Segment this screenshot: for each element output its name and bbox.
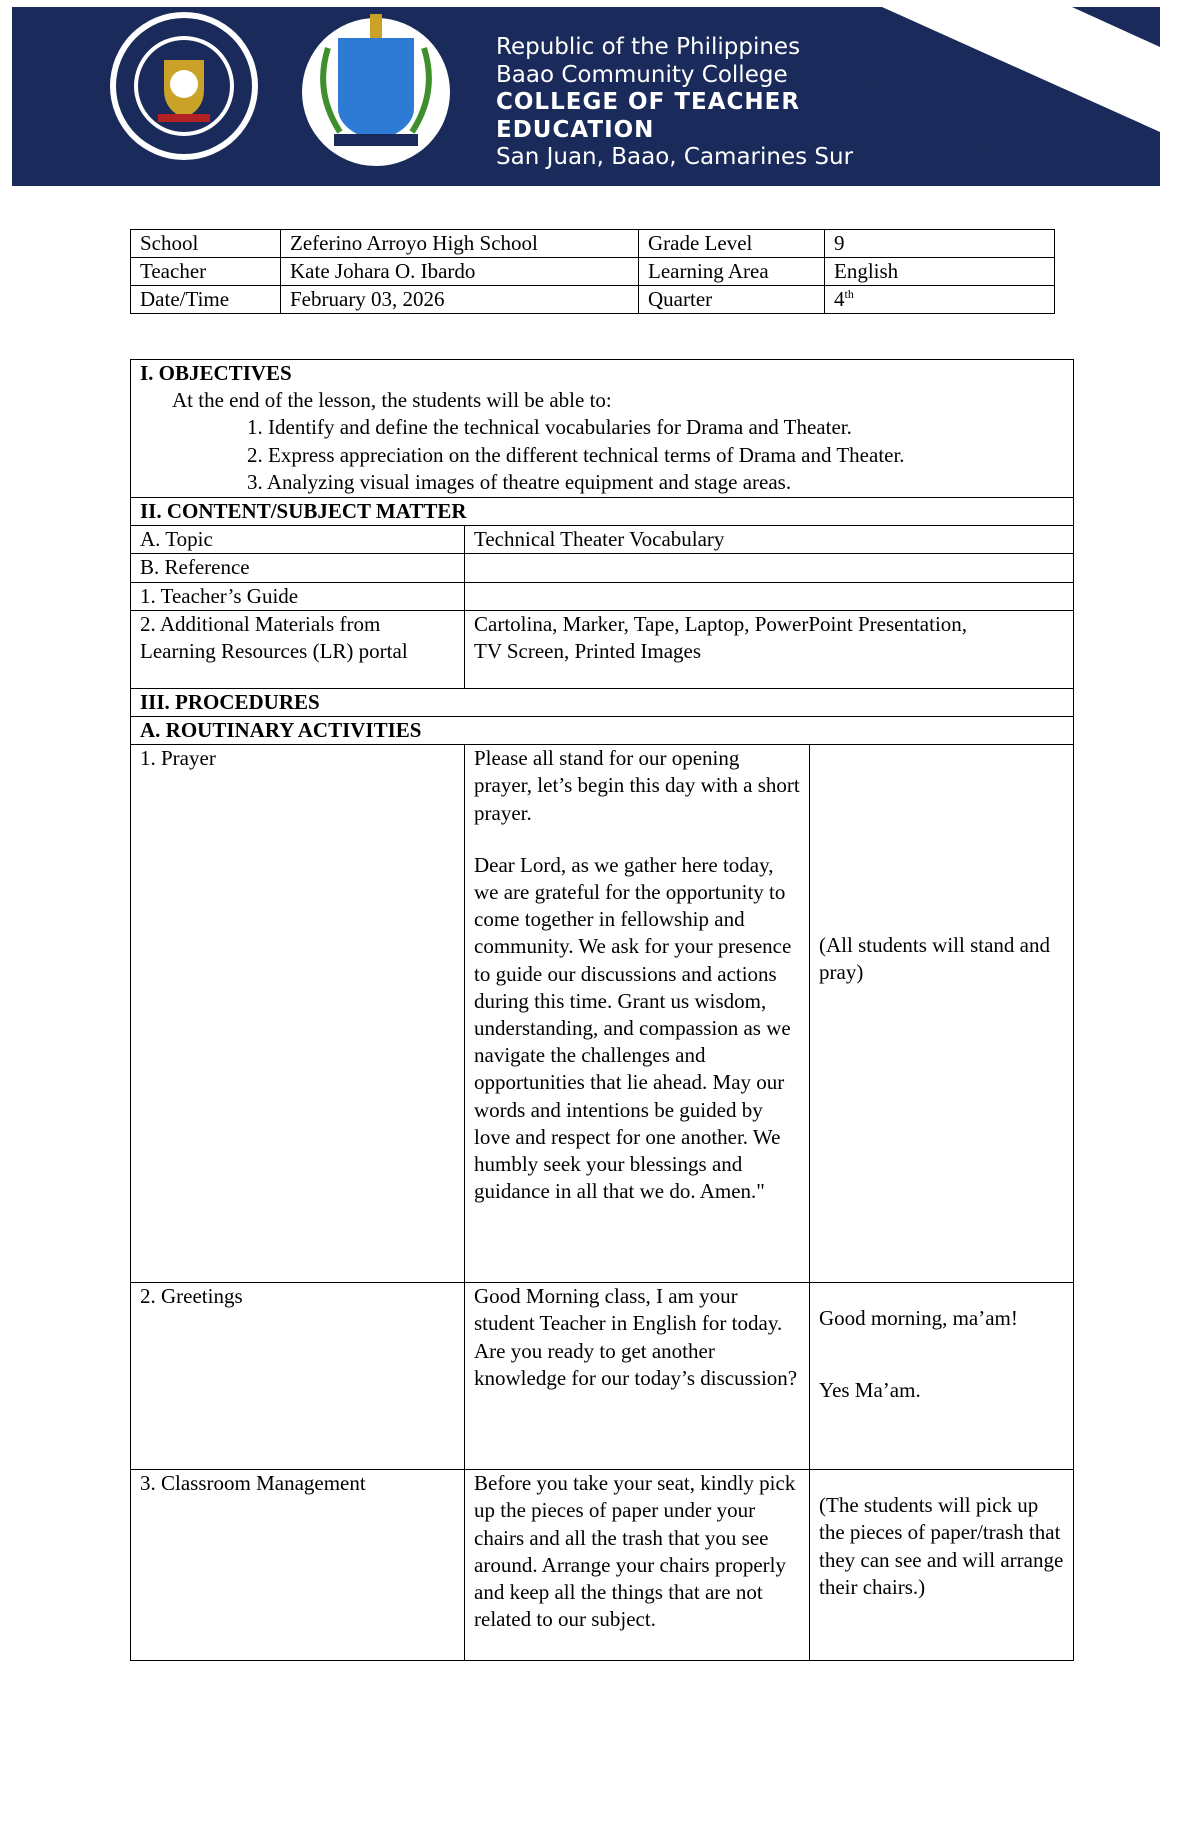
lesson-info-table [130, 229, 1055, 314]
objectives-row [131, 360, 1074, 498]
reference-value [465, 554, 1074, 582]
routinary-heading-row [131, 717, 1074, 745]
greetings-response-2: Yes Ma’am. [819, 1378, 921, 1403]
materials-value [465, 610, 1074, 688]
materials-label-line-2: Learning Resources (LR) portal [140, 639, 408, 664]
college-of-education-logo [300, 8, 452, 168]
greetings-student [810, 1283, 1074, 1470]
management-row [131, 1470, 1074, 1661]
teacher-value: Kate Johara O. Ibardo [281, 258, 639, 286]
greetings-row [131, 1283, 1074, 1470]
prayer-text: Dear Lord, as we gather here today, we are grateful for the opportunity to come together in fellowship and community. We ask for your presence to guide our discussions and actions during this time. Grant us wisdom, understanding, and compassion as we navigate the challenges and opportunities that lie ahead. May our words and intentions be guided by love and respect for one another. We humbly seek your blessings and guidance in all that we do. Amen." [474, 852, 792, 1204]
topic-label: A. Topic [131, 526, 465, 554]
prayer-label: 1. Prayer [131, 745, 465, 1283]
routinary-heading: A. ROUTINARY ACTIVITIES [131, 717, 1074, 745]
list-item: 2. Express appreciation on the different technical terms of Drama and Theater. [247, 442, 905, 467]
topic-value: Technical Theater Vocabulary [465, 526, 1074, 554]
materials-line-2: TV Screen, Printed Images [474, 639, 702, 664]
materials-label [131, 610, 465, 688]
republic-line: Republic of the Philippines [496, 34, 801, 60]
content-heading: II. CONTENT/SUBJECT MATTER [131, 498, 1074, 526]
reference-label: B. Reference [131, 554, 465, 582]
greetings-label: 2. Greetings [131, 1283, 465, 1470]
lesson-plan-table [130, 359, 1074, 1661]
school-value: Zeferino Arroyo High School [281, 230, 639, 258]
department-line-1: COLLEGE OF TEACHER [496, 89, 801, 115]
objectives-heading: I. OBJECTIVES [140, 361, 292, 385]
quarter-number: 4 [834, 287, 845, 311]
materials-label-line-1: 2. Additional Materials from [140, 611, 381, 636]
management-teacher: Before you take your seat, kindly pick up the pieces of paper under your chairs and all the trash that you see around. Arrange your chairs properly and keep all the things that are not related to our subject. [465, 1470, 810, 1661]
quarter-value [825, 286, 1055, 314]
table-row [131, 554, 1074, 582]
prayer-row [131, 745, 1074, 1283]
list-item: 3. Analyzing visual images of theatre equipment and stage areas. [247, 469, 792, 494]
table-row [131, 582, 1074, 610]
teacher-label: Teacher [131, 258, 281, 286]
address-line: San Juan, Baao, Camarines Sur [496, 144, 854, 170]
objectives-intro: At the end of the lesson, the students will be able to: [172, 388, 612, 413]
list-item: 1. Identify and define the technical vocabularies for Drama and Theater. [247, 415, 852, 440]
greetings-line-2: Are you ready to get another knowledge for our today’s discussion? [474, 1338, 798, 1390]
procedures-heading: III. PROCEDURES [131, 688, 1074, 716]
objectives-cell [131, 360, 1074, 498]
prayer-teacher [465, 745, 810, 1283]
greetings-response-1: Good morning, ma’am! [819, 1306, 1018, 1331]
table-row [131, 286, 1055, 314]
department-line-2: EDUCATION [496, 116, 655, 143]
table-row [131, 610, 1074, 688]
prayer-intro: Please all stand for our opening prayer, let’s begin this day with a short prayer. [474, 746, 800, 825]
content-heading-row [131, 498, 1074, 526]
quarter-label: Quarter [639, 286, 825, 314]
date-value: February 03, 2026 [281, 286, 639, 314]
procedures-heading-row [131, 688, 1074, 716]
grade-value: 9 [825, 230, 1055, 258]
area-value: English [825, 258, 1055, 286]
table-row [131, 258, 1055, 286]
prayer-student: (All students will stand and pray) [810, 745, 1074, 1283]
table-row [131, 526, 1074, 554]
management-student: (The students will pick up the pieces of paper/trash that they can see and will arrange their chairs.) [810, 1470, 1074, 1661]
guide-label: 1. Teacher’s Guide [131, 582, 465, 610]
quarter-suffix: th [844, 287, 854, 301]
date-label: Date/Time [131, 286, 281, 314]
greetings-teacher [465, 1283, 810, 1470]
grade-label: Grade Level [639, 230, 825, 258]
school-label: School [131, 230, 281, 258]
objectives-list [140, 414, 1064, 496]
baao-community-college-logo [108, 10, 260, 162]
greetings-line-1: Good Morning class, I am your student Teacher in English for today. [474, 1284, 783, 1336]
area-label: Learning Area [639, 258, 825, 286]
college-line: Baao Community College [496, 61, 788, 88]
management-label: 3. Classroom Management [131, 1470, 465, 1661]
institution-heading [496, 34, 853, 172]
table-row [131, 230, 1055, 258]
materials-line-1: Cartolina, Marker, Tape, Laptop, PowerPoint Presentation, [474, 611, 968, 636]
guide-value [465, 582, 1074, 610]
